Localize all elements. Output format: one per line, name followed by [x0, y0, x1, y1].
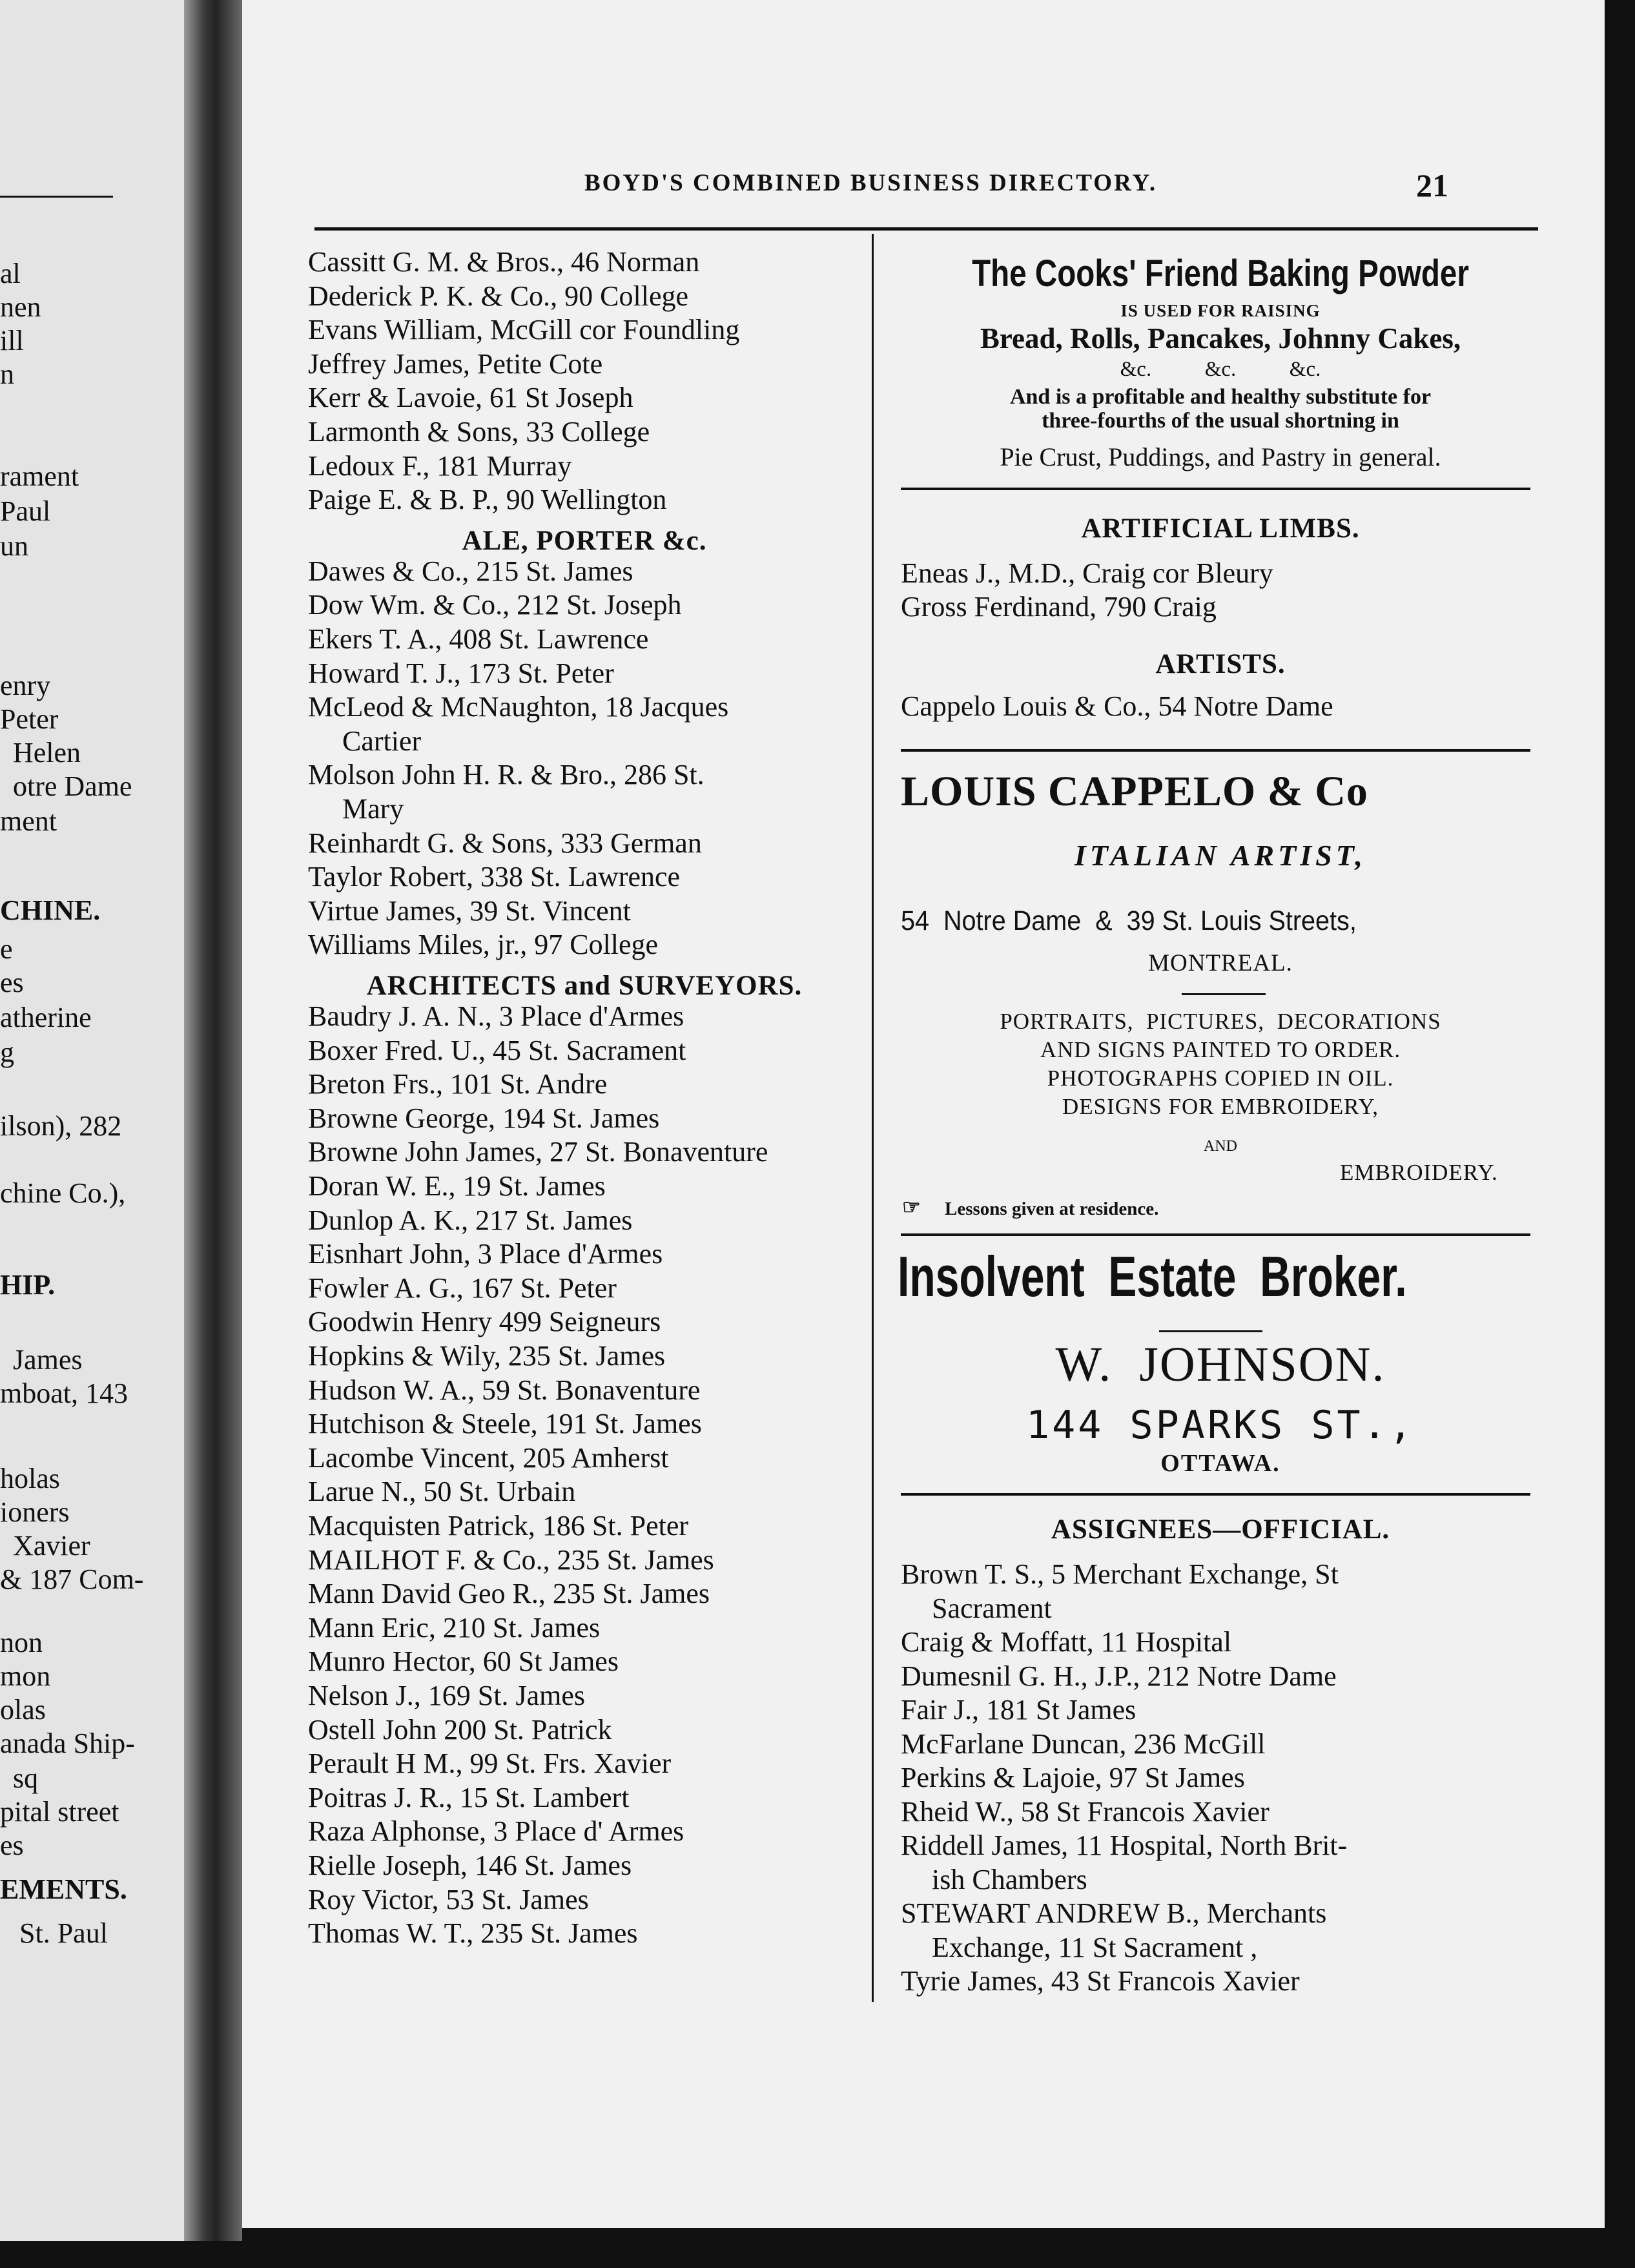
broker-ad-address: 144 SPARKS ST., — [1026, 1403, 1415, 1448]
facing-page-fragment: James — [13, 1344, 83, 1376]
header-rule — [314, 227, 1538, 231]
page-header — [584, 169, 1157, 197]
directory-entry: Hudson W. A., 59 St. Bonaventure — [308, 1374, 701, 1406]
directory-entry: Howard T. J., 173 St. Peter — [308, 657, 614, 689]
broker-ad-name: W. JOHNSON. — [1055, 1337, 1386, 1392]
facing-page-fragment: CHINE. — [0, 894, 101, 926]
directory-entry: Dederick P. K. & Co., 90 College — [308, 280, 689, 312]
cappelo-ad-line5: AND — [1204, 1138, 1237, 1155]
facing-page-fragment: Peter — [0, 703, 59, 735]
broker-ad-city: OTTAWA. — [1160, 1450, 1280, 1477]
facing-page-fragment: atherine — [0, 1002, 92, 1033]
assignee-entry: Perkins & Lajoie, 97 St James — [901, 1762, 1245, 1793]
directory-entry: Dawes & Co., 215 St. James — [308, 555, 633, 587]
directory-entry: Mann Eric, 210 St. James — [308, 1612, 601, 1644]
assignee-entry: Fair J., 181 St James — [901, 1694, 1136, 1726]
facing-page-fragment: nen — [0, 291, 41, 323]
facing-page-fragment: n — [0, 358, 14, 390]
cooks-ad-line4: &c. &c. &c. — [1120, 358, 1321, 381]
directory-entry: Goodwin Henry 499 Seigneurs — [308, 1306, 661, 1337]
assignee-entry: Craig & Moffatt, 11 Hospital — [901, 1626, 1232, 1658]
rule-after-broker — [901, 1493, 1530, 1496]
rule-after-cappelo — [901, 1233, 1530, 1236]
directory-entry: Taylor Robert, 338 St. Lawrence — [308, 861, 681, 892]
cooks-ad-line3: Bread, Rolls, Pancakes, Johnny Cakes, — [980, 322, 1461, 355]
directory-entry: Paige E. & B. P., 90 Wellington — [308, 484, 667, 515]
cappelo-ad-name: LOUIS CAPPELO & Co — [901, 768, 1368, 815]
assignee-entry: ish Chambers — [932, 1863, 1087, 1895]
directory-entry: Hopkins & Wily, 235 St. James — [308, 1340, 666, 1372]
assignee-entry: Sacrament — [932, 1592, 1052, 1624]
assignee-entry: Brown T. S., 5 Merchant Exchange, St — [901, 1558, 1339, 1590]
directory-entry: Perault H M., 99 St. Frs. Xavier — [308, 1747, 672, 1779]
heading-architects-surveyors: ARCHITECTS and SURVEYORS. — [366, 971, 803, 1001]
directory-entry: Eisnhart John, 3 Place d'Armes — [308, 1238, 663, 1270]
facing-page-fragment: es — [0, 1830, 24, 1861]
pointing-hand-icon: ☞ — [902, 1195, 921, 1219]
directory-entry: Rielle Joseph, 146 St. James — [308, 1850, 632, 1881]
directory-entry: Hutchison & Steele, 191 St. James — [308, 1408, 702, 1439]
cappelo-ad-line6: EMBROIDERY. — [1340, 1160, 1498, 1185]
assignee-entry: McFarlane Duncan, 236 McGill — [901, 1727, 1266, 1760]
cappelo-ad-address: 54 Notre Dame & 39 St. Louis Streets, — [901, 905, 1357, 936]
cappelo-ad-subtitle: ITALIAN ARTIST, — [1074, 839, 1367, 872]
heading-artists: ARTISTS. — [1155, 649, 1286, 679]
cappelo-ad-line2: AND SIGNS PAINTED TO ORDER. — [1040, 1037, 1401, 1062]
facing-page-fragment: es — [0, 967, 24, 998]
running-title: BOYD'S COMBINED BUSINESS DIRECTORY. — [584, 170, 1158, 196]
limbs-entry-1: Eneas J., M.D., Craig cor Bleury — [901, 557, 1273, 589]
directory-entry: Williams Miles, jr., 97 College — [308, 929, 659, 960]
directory-entry: Browne George, 194 St. James — [308, 1102, 660, 1134]
facing-page-fragment: ilson), 282 — [0, 1110, 122, 1142]
facing-page-fragment: Paul — [0, 495, 51, 527]
cappelo-ad-line3: PHOTOGRAPHS COPIED IN OIL. — [1047, 1066, 1394, 1091]
facing-page-fragment: rament — [0, 460, 79, 492]
directory-entry: Larmonth & Sons, 33 College — [308, 416, 650, 448]
cappelo-ad-rule — [1182, 993, 1266, 995]
directory-entry: Nelson J., 169 St. James — [308, 1680, 585, 1711]
cooks-ad-title: The Cooks' Friend Baking Powder — [972, 253, 1469, 294]
directory-entry: Breton Frs., 101 St. Andre — [308, 1068, 608, 1100]
facing-page-fragment: olas — [0, 1694, 46, 1726]
directory-page — [242, 0, 1605, 2228]
cappelo-ad-line4: DESIGNS FOR EMBROIDERY, — [1062, 1094, 1379, 1119]
directory-entry: Boxer Fred. U., 45 St. Sacrament — [308, 1035, 686, 1066]
directory-entry: Ekers T. A., 408 St. Lawrence — [308, 623, 649, 655]
directory-entry: Macquisten Patrick, 186 St. Peter — [308, 1510, 689, 1541]
facing-page-fragment: ioners — [0, 1496, 70, 1528]
broker-ad-rule — [1159, 1330, 1262, 1332]
directory-entry: MAILHOT F. & Co., 235 St. James — [308, 1544, 714, 1576]
directory-entry: Ledoux F., 181 Murray — [308, 450, 572, 482]
facing-page-fragment: anada Ship- — [0, 1727, 135, 1759]
directory-entry: McLeod & McNaughton, 18 Jacques — [308, 691, 729, 723]
facing-page-rule — [0, 196, 113, 198]
assignee-entry: Exchange, 11 St Sacrament , — [932, 1931, 1258, 1963]
directory-entry: Raza Alphonse, 3 Place d' Armes — [308, 1815, 684, 1847]
column-divider — [872, 234, 874, 2002]
directory-entry: Fowler A. G., 167 St. Peter — [308, 1272, 617, 1304]
directory-entry: Roy Victor, 53 St. James — [308, 1884, 589, 1915]
assignee-entry: Dumesnil G. H., J.P., 212 Notre Dame — [901, 1660, 1337, 1692]
rule-after-artists — [901, 749, 1530, 752]
directory-entry: Mary — [342, 793, 404, 825]
directory-entry: Dow Wm. & Co., 212 St. Joseph — [308, 589, 682, 621]
heading-assignees: ASSIGNEES—OFFICIAL. — [1051, 1514, 1390, 1545]
heading-artificial-limbs: ARTIFICIAL LIMBS. — [1081, 513, 1360, 544]
facing-page-fragment: St. Paul — [19, 1917, 108, 1949]
assignee-entry: Tyrie James, 43 St Francois Xavier — [901, 1965, 1300, 1997]
directory-entry: Molson John H. R. & Bro., 286 St. — [308, 759, 704, 790]
broker-ad-title: Insolvent Estate Broker. — [898, 1244, 1407, 1308]
facing-page-fragment: al — [0, 258, 21, 289]
directory-entry: Reinhardt G. & Sons, 333 German — [308, 827, 702, 859]
directory-entry: Kerr & Lavoie, 61 St Joseph — [308, 382, 633, 413]
directory-entry: Lacombe Vincent, 205 Amherst — [308, 1442, 669, 1474]
facing-page-fragment: mon — [0, 1660, 51, 1692]
facing-page-fragment: & 187 Com- — [0, 1563, 144, 1595]
facing-page-fragment: ill — [0, 325, 24, 356]
facing-page-fragment: ment — [0, 805, 57, 837]
book-gutter — [184, 0, 242, 2241]
facing-page-fragment: EMENTS. — [0, 1873, 127, 1905]
rule-after-cooks — [901, 488, 1530, 490]
directory-entry: Browne John James, 27 St. Bonaventure — [308, 1136, 768, 1168]
directory-entry: Evans William, McGill cor Foundling — [308, 314, 740, 345]
directory-entry: Cassitt G. M. & Bros., 46 Norman — [308, 246, 700, 278]
facing-page-fragment: HIP. — [0, 1269, 56, 1301]
directory-entry: Thomas W. T., 235 St. James — [308, 1917, 638, 1949]
directory-entry: Virtue James, 39 St. Vincent — [308, 895, 631, 927]
facing-page-fragment: non — [0, 1627, 43, 1658]
facing-page-fragment: sq — [13, 1762, 39, 1794]
cappelo-ad-line1: PORTRAITS, PICTURES, DECORATIONS — [1000, 1009, 1441, 1034]
directory-entry: Jeffrey James, Petite Cote — [308, 348, 603, 380]
directory-entry: Doran W. E., 19 St. James — [308, 1170, 606, 1202]
facing-page-fragment: Xavier — [13, 1530, 90, 1562]
limbs-entry-2: Gross Ferdinand, 790 Craig — [901, 591, 1217, 623]
heading-ale-porter: ALE, PORTER &c. — [462, 526, 707, 556]
facing-page-fragment: otre Dame — [13, 770, 132, 802]
facing-page-fragment: e — [0, 933, 13, 965]
directory-entry: Larue N., 50 St. Urbain — [308, 1476, 576, 1507]
facing-page-fragment: un — [0, 530, 28, 562]
cooks-ad-line2: IS USED FOR RAISING — [1120, 301, 1321, 320]
cappelo-ad-city: MONTREAL. — [1148, 950, 1293, 976]
facing-page-fragment: holas — [0, 1463, 60, 1494]
cooks-ad-line6: three-fourths of the usual shortning in — [1042, 409, 1399, 433]
directory-entry: Poitras J. R., 15 St. Lambert — [308, 1782, 630, 1813]
facing-page-fragment: chine Co.), — [0, 1177, 126, 1209]
cappelo-ad-lessons: Lessons given at residence. — [945, 1199, 1159, 1219]
directory-entry: Cartier — [342, 725, 422, 757]
directory-entry: Dunlop A. K., 217 St. James — [308, 1204, 633, 1236]
assignee-entry: Riddell James, 11 Hospital, North Brit- — [901, 1830, 1348, 1861]
facing-page-fragment: Helen — [13, 737, 81, 768]
artists-entry-1: Cappelo Louis & Co., 54 Notre Dame — [901, 690, 1333, 722]
facing-page-fragment: mboat, 143 — [0, 1377, 128, 1409]
page-number: 21 — [1416, 167, 1448, 203]
facing-page-fragment: g — [0, 1036, 14, 1068]
facing-page-fragment: enry — [0, 670, 51, 701]
facing-page-fragment: pital street — [0, 1796, 119, 1828]
directory-entry: Baudry J. A. N., 3 Place d'Armes — [308, 1000, 684, 1032]
cooks-ad-line7: Pie Crust, Puddings, and Pastry in general. — [1000, 442, 1441, 471]
assignee-entry: STEWART ANDREW B., Merchants — [901, 1897, 1327, 1929]
assignee-entry: Rheid W., 58 St Francois Xavier — [901, 1795, 1270, 1828]
directory-entry: Mann David Geo R., 235 St. James — [308, 1578, 710, 1609]
directory-entry: Ostell John 200 St. Patrick — [308, 1714, 612, 1746]
cooks-ad-line5: And is a profitable and healthy substitute for — [1009, 385, 1432, 409]
directory-entry: Munro Hector, 60 St James — [308, 1645, 619, 1677]
